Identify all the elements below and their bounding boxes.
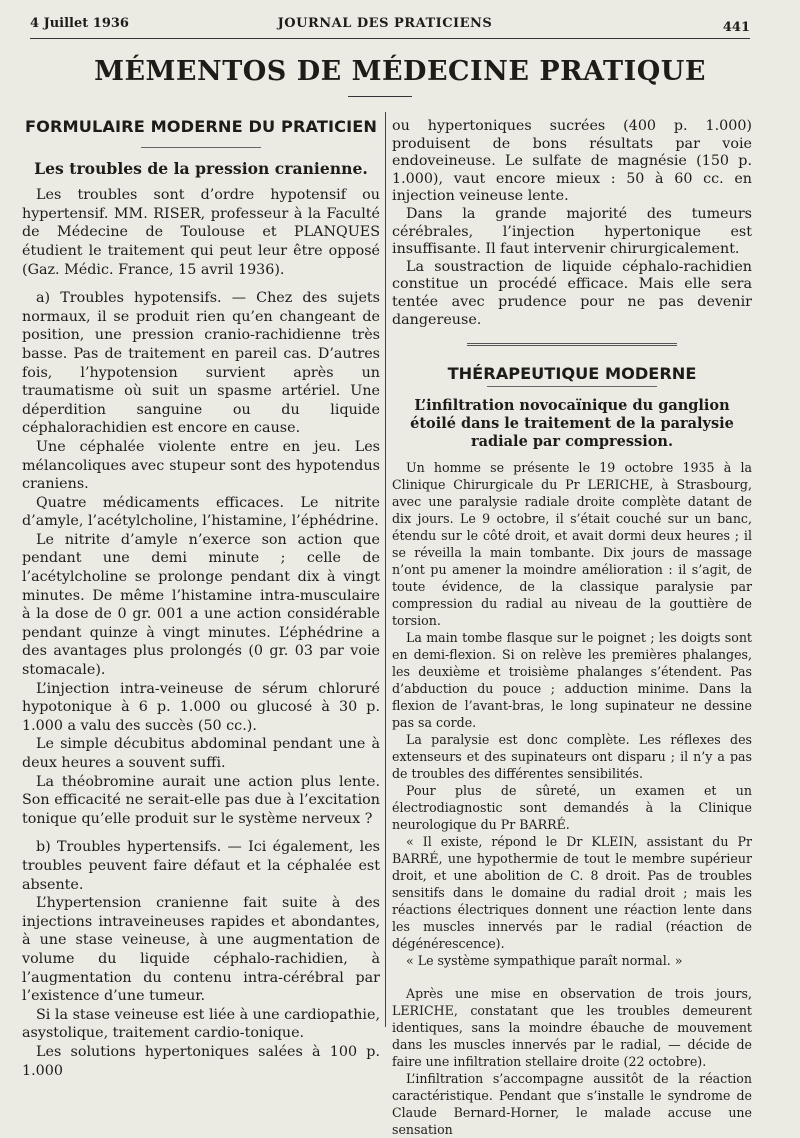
section-rule (141, 147, 261, 148)
section-title-therapeutique: THÉRAPEUTIQUE MODERNE (447, 364, 697, 384)
paragraph: La main tombe flasque sur le poignet ; les doigts sont en demi-flexion. Si on relève les premières phalanges, les deuxième et troisième phalanges s’étendent. Pas d’abduction du pouce ; adduction minime. Dans la flexion de l’avant-bras, le long supinateur ne dessine pas sa corde. (392, 630, 752, 731)
paragraph: Les solutions hypertoniques salées à 100 p. 1.000 (22, 1043, 380, 1079)
paragraph: « Il existe, répond le Dr KLEIN, assistant du Pr BARRÉ, une hypothermie de tout le membre supérieur droit, et une abolition de C. 8 droit. Pas de troubles sensitifs dans le domaine du radial droit ; mais les réactions électriques donnent une réaction lente dans les muscles innervés par le radial (réaction de dégénérescence). (392, 834, 752, 952)
paragraph: Pour plus de sûreté, un examen et un électrodiagnostic sont demandés à la Clinique neurologique du Pr BARRÉ. (392, 783, 752, 833)
paragraph: L’hypertension cranienne fait suite à des injections intraveineuses rapides et abondantes, à une stase veineuse, à une augmentation de volume du liquide céphalo-rachidien, à l’augmentation du contenu intra-cérébral par l’existence d’une tumeur. (22, 895, 380, 1005)
paragraph: a) Troubles hypotensifs. — Chez des sujets normaux, il se produit rien qu’en changeant de position, une pression cranio-rachidienne très basse. Pas de traitement en pareil cas. D’autres fois, l’hypotension survient après un traumatisme où suit un spasme artériel. Une déperdition sanguine ou du liquide céphalorachidien est encore en cause. (22, 290, 380, 437)
paragraph: L’infiltration s’accompagne aussitôt de la réaction caractéristique. Pendant que s’installe le syndrome de Claude Bernard-Horner, le malade accuse une sensation (392, 1071, 752, 1138)
paragraph: La soustraction de liquide céphalo-rachidien constitue un procédé efficace. Mais elle sera tentée avec prudence pour ne pas devenir dangereuse. (392, 258, 752, 328)
paragraph: La paralysie est donc complète. Les réflexes des extenseurs et des supinateurs ont disparu ; il n’y a pas de troubles des différentes sensibilités. (392, 732, 752, 782)
paragraph: Un homme se présente le 19 octobre 1935 à la Clinique Chirurgicale du Pr LERICHE, à Strasbourg, avec une paralysie radiale droite complète datant de dix jours. Le 9 octobre, il s’était couché sur un banc, étendu sur le côté droit, et avait dormi deux heures ; il se réveilla la main tombante. Dix jours de massage n’ont pu amener la moindre amélioration : il s’agit, de toute évidence, de la classique paralysie par compression du radial au niveau de la gouttière de torsion. (392, 460, 752, 629)
spacer (392, 969, 752, 985)
left-column (22, 118, 380, 1080)
paragraph: Quatre médicaments efficaces. Le nitrite d’amyle, l’acétylcholine, l’histamine, l’éphédrine. (22, 494, 380, 530)
paragraph: L’injection intra-veineuse de sérum chloruré hypotonique à 6 p. 1.000 ou glucosé à 30 p. 1.000 a valu des succès (50 cc.). (22, 680, 380, 734)
paragraph: Dans la grande majorité des tumeurs cérébrales, l’injection hypertonique est insuffisante. Il faut intervenir chirurgicalement. (392, 205, 752, 258)
journal-name: JOURNAL DES PRATICIENS (277, 16, 493, 31)
article-subtitle: Les troubles de la pression cranienne. (34, 158, 368, 178)
paragraph: Une céphalée violente entre en jeu. Les mélancoliques avec stupeur sont des hypotendus craniens. (22, 438, 380, 493)
header-rule (30, 38, 750, 39)
paragraph: Le nitrite d’amyle n’exerce son action que pendant une demi minute ; celle de l’acétylcholine se prolonge pendant dix à vingt minutes. De même l’histamine intra-musculaire à la dose de 0 gr. 001 a une action considérable pendant quinze à vingt minutes. L’éphédrine a des avantages plus prolongés (0 gr. 03 par voie stomacale). (22, 531, 380, 679)
title-rule (348, 96, 412, 97)
paragraph: Si la stase veineuse est liée à une cardiopathie, asystolique, traitement cardio-tonique. (22, 1006, 380, 1042)
paragraph: « Le système sympathique paraît normal. » (406, 953, 683, 969)
section-rule (487, 386, 657, 387)
issue-date: 4 Juillet 1936 (30, 16, 129, 31)
paragraph: La théobromine aurait une action plus lente. Son efficacité ne serait-elle pas due à l’excitation tonique qu’elle produit sur le système nerveux ? (22, 773, 380, 827)
paragraph: Après une mise en observation de trois jours, LERICHE, constatant que les troubles demeurent identiques, sans la moindre ébauche de mouvement dans les muscles innervés par le radial, — décide de faire une infiltration stellaire droite (22 octobre). (392, 986, 752, 1070)
page-number: 441 (722, 20, 750, 35)
double-rule (467, 343, 677, 349)
right-column (392, 118, 752, 1138)
column-divider (385, 112, 386, 1027)
running-head (30, 14, 750, 35)
paragraph: ou hypertoniques sucrées (400 p. 1.000) produisent de bons résultats par voie endoveineuse. Le sulfate de magnésie (150 p. 1.000), vaut encore mieux : 50 à 60 cc. en injection veineuse lente. (392, 118, 752, 205)
article-title: L’infiltration novocaïnique du ganglion étoilé dans le traitement de la paralysie radiale par compression. (410, 397, 734, 451)
page-title: MÉMENTOS DE MÉDECINE PRATIQUE (94, 56, 706, 87)
section-title-formulaire: FORMULAIRE MODERNE DU PRATICIEN (24, 117, 378, 136)
paragraph: Le simple décubitus abdominal pendant une à deux heures a souvent suffi. (22, 736, 380, 771)
paragraph: Les troubles sont d’ordre hypotensif ou hypertensif. MM. RISER, professeur à la Faculté de Médecine de Toulouse et PLANQUES étudient le traitement qui peut leur être opposé (Gaz. Médic. France, 15 avril 1936). (22, 187, 380, 278)
paragraph: b) Troubles hypertensifs. — Ici également, les troubles peuvent faire défaut et la céphalée est absente. (22, 839, 380, 893)
